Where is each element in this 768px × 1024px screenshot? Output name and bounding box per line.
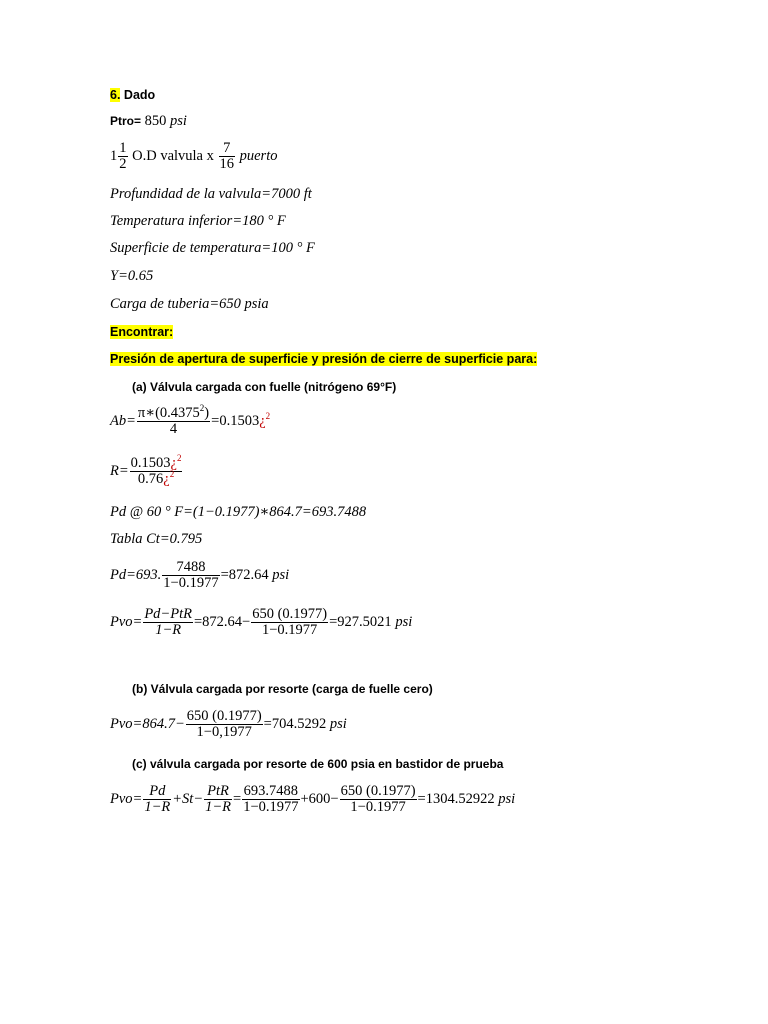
ptro-line bbox=[110, 112, 187, 130]
part-a-title: (a) Válvula cargada con fuelle (nitrógeno 69°F) bbox=[132, 380, 397, 394]
pvo-c-num1 bbox=[143, 784, 171, 800]
valve-num: 1 bbox=[119, 140, 127, 156]
pvo-a-rhs: =927.5021 bbox=[329, 613, 392, 630]
r-num-unit: ¿ bbox=[170, 455, 177, 471]
r-lhs: R= bbox=[110, 462, 129, 479]
pvo-c-equation bbox=[110, 784, 515, 815]
pvo-a-fraction1 bbox=[143, 607, 193, 638]
part-b-title: (b) Válvula cargada por resorte (carga de fuelle cero) bbox=[132, 682, 433, 696]
depth-text: Profundidad de la valvula=7000 ft bbox=[110, 186, 312, 202]
pvo-a-den1 bbox=[143, 623, 193, 638]
pvo-c-mid1: +St− bbox=[172, 790, 204, 807]
pvo-c-num2-text: PtR bbox=[207, 783, 229, 799]
r-den-text: 0.76 bbox=[137, 471, 164, 487]
ab-num-exp: 2 bbox=[199, 403, 205, 414]
port-fraction bbox=[219, 141, 236, 172]
pvo-a-lhs: Pvo= bbox=[110, 613, 143, 630]
pvo-b-den: 1−0,1977 bbox=[196, 724, 252, 740]
gamma-line bbox=[110, 267, 153, 285]
ct-text: Tabla Ct=0.795 bbox=[110, 531, 203, 547]
pvo-a-equation bbox=[110, 607, 412, 638]
problem-number: 6. bbox=[110, 88, 121, 102]
pvo-a-fraction2 bbox=[251, 607, 328, 638]
temp-bottom-line bbox=[110, 212, 286, 230]
pvo-c-fraction4 bbox=[340, 784, 417, 815]
ab-rhs: =0.1503 bbox=[211, 412, 260, 429]
problem-title: Dado bbox=[123, 88, 156, 102]
pvo-b-equation bbox=[110, 709, 347, 740]
valve-den: 2 bbox=[119, 156, 127, 172]
pvo-c-num1-text: Pd bbox=[149, 783, 166, 799]
pvo-c-den1-text: 1−R bbox=[144, 799, 171, 815]
pd-num: 7488 bbox=[162, 560, 219, 576]
pvo-a-mid: =872.64− bbox=[193, 613, 251, 630]
find-label-line bbox=[110, 323, 173, 341]
pvo-c-lhs: Pvo= bbox=[110, 790, 143, 807]
tubing-load-line bbox=[110, 295, 269, 313]
part-c-title: (c) válvula cargada por resorte de 600 psia en bastidor de prueba bbox=[132, 757, 504, 771]
pvo-b-unit: psi bbox=[329, 715, 347, 732]
temp-surface-text: Superficie de temperatura=100 ° F bbox=[110, 240, 315, 256]
r-num-text: 0.1503 bbox=[130, 455, 171, 471]
r-num-exp: 2 bbox=[176, 453, 182, 464]
ab-den: 4 bbox=[169, 421, 178, 437]
pvo-a-num1 bbox=[143, 607, 193, 623]
pvo-a-num2: 650 (0.1977) bbox=[252, 606, 328, 622]
problem-header bbox=[110, 86, 155, 104]
r-equation bbox=[110, 453, 183, 487]
valve-size-line bbox=[110, 141, 277, 172]
pvo-c-unit: psi bbox=[498, 790, 516, 807]
pd60-line bbox=[110, 503, 366, 521]
temp-bottom-text: Temperatura inferior=180 ° F bbox=[110, 213, 286, 229]
pd60-text: Pd @ 60 ° F=(1−0.1977)∗864.7=693.7488 bbox=[110, 504, 367, 520]
pd-unit: psi bbox=[272, 566, 290, 583]
valve-fraction bbox=[118, 141, 127, 172]
pvo-c-eq: = bbox=[233, 790, 242, 807]
ct-line bbox=[110, 530, 202, 548]
pvo-c-fraction3 bbox=[242, 784, 299, 815]
pvo-b-num: 650 (0.1977) bbox=[186, 708, 262, 724]
pvo-c-den4: 1−0.1977 bbox=[350, 799, 406, 815]
port-num: 7 bbox=[219, 141, 236, 157]
tubing-load-text: Carga de tuberia=650 psia bbox=[110, 296, 269, 312]
pvo-a-den2: 1−0.1977 bbox=[262, 622, 318, 638]
pvo-a-unit: psi bbox=[395, 613, 413, 630]
ab-fraction bbox=[137, 403, 210, 437]
port-text: puerto bbox=[239, 147, 278, 164]
ab-num-close: ) bbox=[204, 405, 210, 421]
pvo-c-rhs: =1304.52922 bbox=[417, 790, 495, 807]
valve-text: O.D valvula x bbox=[132, 147, 214, 164]
ab-equation bbox=[110, 403, 271, 437]
port-den: 16 bbox=[219, 156, 234, 172]
pvo-c-num4: 650 (0.1977) bbox=[340, 783, 416, 799]
ab-num bbox=[137, 403, 210, 422]
ptro-label: Ptro= bbox=[110, 114, 142, 128]
pvo-c-den2-text: 1−R bbox=[205, 799, 231, 815]
ab-unit-exp: 2 bbox=[265, 411, 271, 421]
pd-lhs: Pd=693. bbox=[110, 566, 162, 583]
valve-whole: 1 bbox=[110, 147, 118, 164]
ptro-value: 850 bbox=[144, 113, 167, 129]
pvo-c-fraction1 bbox=[143, 784, 171, 815]
r-fraction bbox=[130, 453, 183, 487]
pvo-a-den1-text: 1−R bbox=[155, 622, 182, 638]
ab-num-text: π∗(0.4375 bbox=[137, 405, 200, 421]
r-num bbox=[130, 453, 183, 472]
pd-fraction bbox=[162, 560, 219, 591]
pvo-b-rhs: =704.5292 bbox=[263, 715, 327, 732]
temp-surface-line bbox=[110, 239, 315, 257]
pd-rhs: =872.64 bbox=[220, 566, 269, 583]
pvo-c-den3: 1−0.1977 bbox=[243, 799, 299, 815]
find-statement-line bbox=[110, 350, 537, 368]
ab-unit: ¿ bbox=[259, 412, 266, 429]
r-den bbox=[130, 469, 183, 487]
pd-den: 1−0.1977 bbox=[163, 575, 219, 591]
pvo-b-lhs: Pvo=864.7− bbox=[110, 715, 185, 732]
pd-equation bbox=[110, 560, 289, 591]
depth-line bbox=[110, 185, 312, 203]
pvo-c-mid2: +600− bbox=[300, 790, 339, 807]
find-label: Encontrar: bbox=[110, 325, 174, 339]
gamma-text: Y=0.65 bbox=[110, 268, 154, 284]
r-den-unit: ¿ bbox=[163, 471, 170, 487]
pvo-c-num3: 693.7488 bbox=[243, 783, 299, 799]
ab-lhs: Ab= bbox=[110, 412, 136, 429]
pvo-c-den1 bbox=[143, 800, 171, 815]
pvo-a-num1-text: Pd−PtR bbox=[144, 606, 192, 622]
pvo-b-fraction bbox=[186, 709, 263, 740]
find-statement: Presión de apertura de superficie y presión de cierre de superficie para: bbox=[110, 352, 538, 366]
ptro-unit: psi bbox=[170, 113, 187, 129]
pvo-c-fraction2 bbox=[204, 784, 232, 815]
pvo-c-num2 bbox=[204, 784, 232, 800]
pvo-c-den2 bbox=[204, 800, 232, 815]
r-den-exp: 2 bbox=[169, 469, 175, 480]
pvo-b-lhs-wrap bbox=[110, 716, 185, 732]
